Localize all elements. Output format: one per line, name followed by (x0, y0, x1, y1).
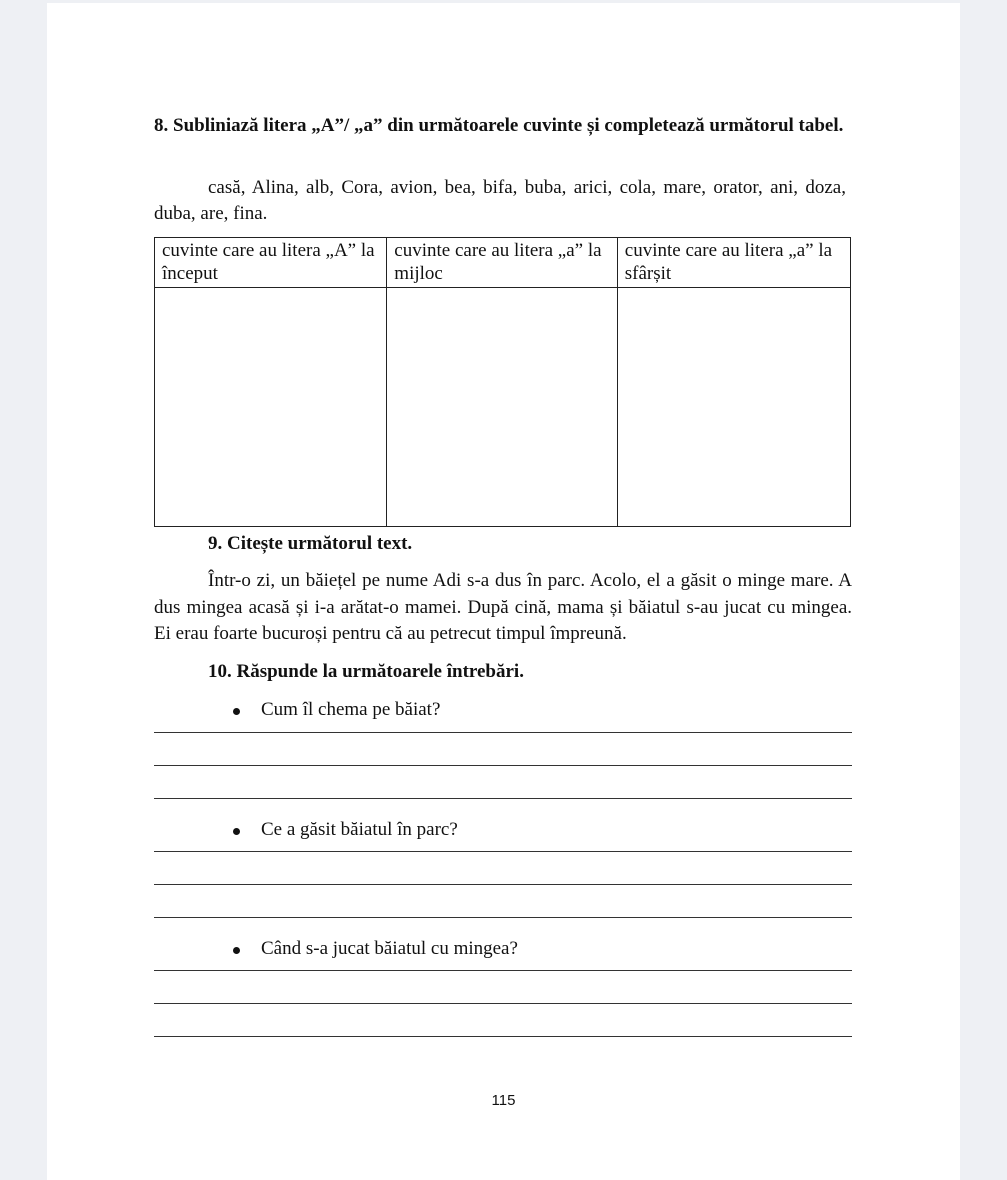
answer-line[interactable] (154, 884, 852, 885)
question-2 (233, 817, 458, 843)
table-header-row (155, 238, 851, 288)
table-answer-row (155, 288, 851, 527)
question-1-text: Cum îl chema pe băiat? (261, 699, 441, 720)
exercise-9-story: Într-o zi, un băiețel pe nume Adi s-a dus în parc. Acolo, el a găsit o minge mare. A dus mingea acasă și i-a arătat-o mamei. După cină, mama și băiatul s-au jucat cu mingea. Ei erau foarte bucuroși pentru că au petrecut timpul împreună. (154, 570, 852, 644)
exercise-9-title: 9. Citește următorul text. (208, 533, 413, 554)
answer-line[interactable] (154, 765, 852, 766)
answer-cell-end[interactable] (617, 288, 850, 527)
bullet-icon (233, 828, 240, 835)
bullet-icon (233, 708, 240, 715)
exercise-10-title: 10. Răspunde la următoarele întrebări. (208, 661, 524, 682)
answer-line[interactable] (154, 970, 852, 971)
question-2-text: Ce a găsit băiatul în parc? (261, 819, 458, 840)
header-start: cuvinte care au litera „A” la început (155, 238, 387, 288)
header-middle: cuvinte care au litera „a” la mijloc (387, 238, 617, 288)
question-3 (233, 936, 518, 962)
answer-cell-middle[interactable] (387, 288, 617, 527)
answer-line[interactable] (154, 917, 852, 918)
page-number: 115 (491, 1092, 516, 1109)
bullet-icon (233, 947, 240, 954)
answer-line[interactable] (154, 798, 852, 799)
header-end: cuvinte care au litera „a” la sfârșit (617, 238, 850, 288)
worksheet-page (47, 3, 960, 1180)
answer-line[interactable] (154, 1036, 852, 1037)
answer-line[interactable] (154, 851, 852, 852)
exercise-8-word-list: casă, Alina, alb, Cora, avion, bea, bifa, buba, arici, cola, mare, orator, ani, doza, duba, are, fina. (154, 177, 846, 224)
letter-position-table (154, 237, 851, 527)
question-1 (233, 697, 440, 723)
exercise-8-title: 8. Subliniază litera „A”/ „a” din următoarele cuvinte și completează următorul tabel. (154, 115, 844, 136)
question-3-text: Când s-a jucat băiatul cu mingea? (261, 938, 518, 959)
answer-cell-start[interactable] (155, 288, 387, 527)
answer-line[interactable] (154, 1003, 852, 1004)
answer-line[interactable] (154, 732, 852, 733)
